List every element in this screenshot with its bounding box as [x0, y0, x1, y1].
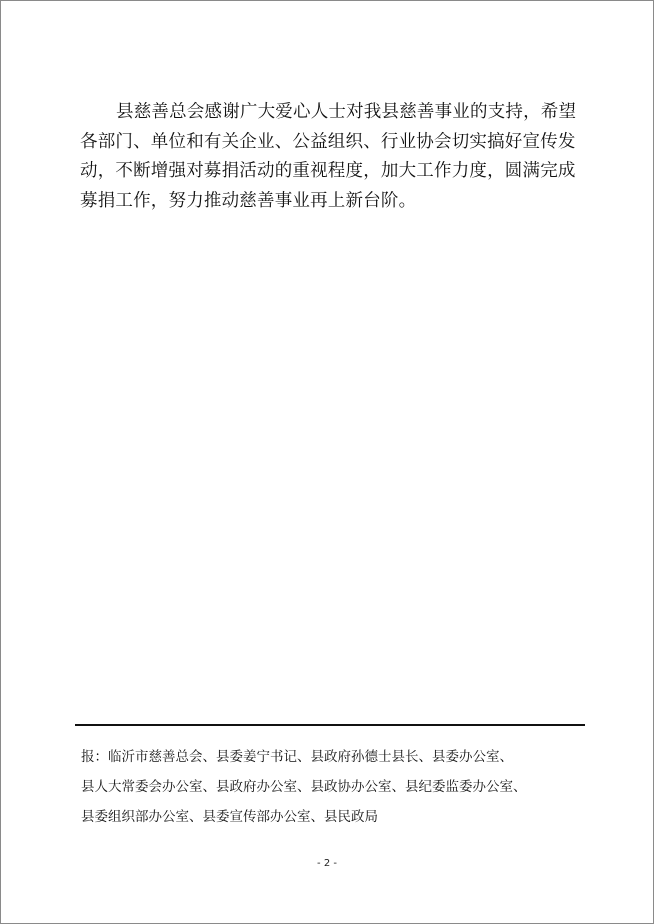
body-line: 募捐工作，努力推动慈善事业再上新台阶。	[80, 190, 417, 211]
report-line: 县人大常委会办公室、县政府办公室、县政协办公室、县纪委监委办公室、	[81, 779, 527, 795]
separator-rule	[75, 724, 585, 726]
report-to-list	[81, 742, 586, 832]
body-line: 县慈善总会感谢广大爱心人士对我县慈善事业的支持，希望	[116, 102, 577, 122]
body-paragraph	[80, 98, 580, 216]
report-line: 县委组织部办公室、县委宣传部办公室、县民政局	[81, 809, 378, 825]
body-line: 各部门、单位和有关企业、公益组织、行业协会切实搞好宣传发	[80, 131, 576, 152]
body-line: 动，不断增强对募捐活动的重视程度，加大工作力度，圆满完成	[80, 161, 576, 181]
report-line: 报：临沂市慈善总会、县委姜宁书记、县政府孙德士县长、县委办公室、	[81, 749, 513, 765]
page-number: - 2 -	[317, 858, 337, 869]
